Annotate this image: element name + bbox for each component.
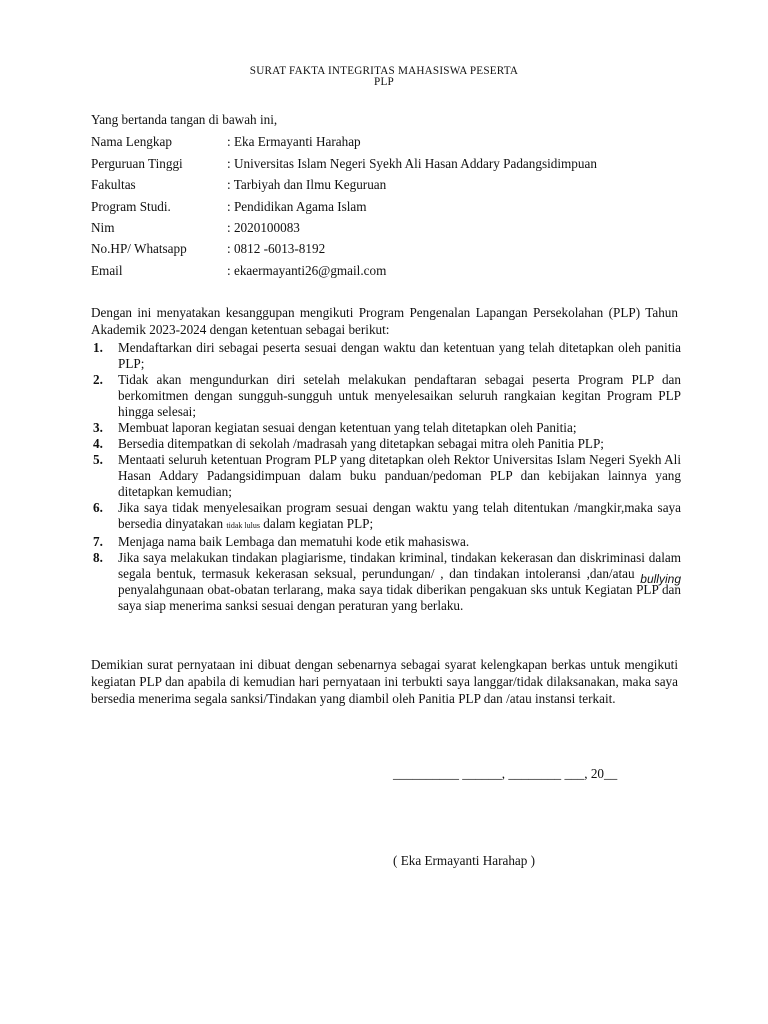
list-text-part: dalam kegiatan PLP;: [259, 516, 374, 531]
identity-value: : Universitas Islam Negeri Syekh Ali Hasan Addary Padangsidimpuan: [227, 156, 597, 171]
list-number: 5.: [93, 452, 103, 467]
list-number: 4.: [93, 436, 103, 451]
list-item: [91, 500, 681, 534]
identity-value: : Tarbiyah dan Ilmu Keguruan: [227, 177, 387, 192]
list-text: Bersedia ditempatkan di sekolah /madrasah yang ditetapkan sebagai mitra oleh Panitia PLP;: [118, 436, 604, 451]
document-title: [0, 66, 768, 88]
identity-label: Fakultas: [91, 177, 136, 192]
identity-label: Program Studi.: [91, 199, 171, 214]
list-text-part: Jika saya melakukan tindakan plagiarisme, tindakan kriminal, tindakan kekerasan dan diskriminasi dalam segala bentuk, termasuk kekerasan seksual, perundungan/ , dan tindakan intoleransi ,dan/atau: [118, 550, 681, 581]
list-text: [118, 500, 681, 534]
list-number: 6.: [93, 500, 103, 515]
terms-list: [91, 340, 681, 614]
list-item: [91, 436, 681, 452]
list-item: [91, 534, 681, 550]
signature-name: ( Eka Ermayanti Harahap ): [393, 853, 536, 868]
identity-label: Perguruan Tinggi: [91, 156, 183, 171]
list-number: 7.: [93, 534, 103, 549]
list-number: 3.: [93, 420, 103, 435]
identity-label: Nama Lengkap: [91, 134, 172, 149]
closing-paragraph: Demikian surat pernyataan ini dibuat dengan sebenarnya sebagai syarat kelengkapan berkas untuk mengikuti kegiatan PLP dan apabila di kemudian hari pernyataan ini terbukti saya langgar/tidak dilaksanakan, maka saya bersedia menerima segala sanksi/Tindakan yang diambil oleh Panitia PLP dan /atau instansi terkait.: [91, 657, 678, 706]
identity-value: : Eka Ermayanti Harahap: [227, 134, 361, 149]
list-text: [118, 550, 681, 614]
list-text: Membuat laporan kegiatan sesuai dengan ketentuan yang telah ditetapkan oleh Panitia;: [118, 420, 577, 435]
list-item: [91, 550, 681, 614]
list-number: 8.: [93, 550, 103, 565]
title-line-1: SURAT FAKTA INTEGRITAS MAHASISWA PESERTA: [249, 65, 519, 77]
title-line-2: PLP: [374, 76, 394, 88]
list-text: Menjaga nama baik Lembaga dan mematuhi kode etik mahasiswa.: [118, 534, 470, 549]
identity-value: : ekaermayanti26@gmail.com: [227, 263, 387, 278]
list-text-part: Jika saya tidak menyelesaikan program sesuai dengan waktu yang telah ditentukan /mangkir,maka saya bersedia dinyatakan: [118, 500, 681, 531]
list-item: [91, 340, 681, 372]
list-item: [91, 452, 681, 500]
list-item: [91, 372, 681, 420]
statement-paragraph: Dengan ini menyatakan kesanggupan mengikuti Program Pengenalan Lapangan Persekolahan (PLP) Tahun Akademik 2023-2024 dengan ketentuan sebagai berikut:: [91, 305, 678, 337]
identity-value: : 2020100083: [227, 220, 300, 235]
list-number: 2.: [93, 372, 103, 387]
identity-value: : 0812 -6013-8192: [227, 241, 326, 256]
list-text: Mentaati seluruh ketentuan Program PLP yang ditetapkan oleh Rektor Universitas Islam Negeri Syekh Ali Hasan Addary Padangsidimpuan dalam buku panduan/pedoman PLP dan kebijakan lainnya yang ditetapkan kemudian;: [118, 452, 681, 499]
identity-value: : Pendidikan Agama Islam: [227, 199, 367, 214]
list-text-part: penyalahgunaan obat-obatan terlarang, maka saya tidak diberikan pengakuan sks untuk Kegiatan PLP dan saya siap menerima sanksi sesuai dengan peraturan yang berlaku.: [118, 582, 681, 613]
list-number: 1.: [93, 340, 103, 355]
identity-label: Email: [91, 263, 123, 278]
list-item: [91, 420, 681, 436]
list-text: Tidak akan mengundurkan diri setelah melakukan pendaftaran sebagai peserta Program PLP dan berkomitmen dengan sungguh-sungguh untuk menyelesaikan seluruh rangkaian kegitan Program PLP hingga selesai;: [118, 372, 681, 419]
intro-text: Yang bertanda tangan di bawah ini,: [91, 112, 278, 127]
identity-label: No.HP/ Whatsapp: [91, 241, 187, 256]
identity-label: Nim: [91, 220, 115, 235]
list-text-bullying: bullying: [640, 572, 681, 586]
list-text-small: tidak lulus: [226, 521, 260, 530]
list-text: Mendaftarkan diri sebagai peserta sesuai dengan waktu dan ketentuan yang telah ditetapkan oleh panitia PLP;: [118, 340, 681, 371]
signature-date-line: __________ ______, ________ ___, 20__: [393, 766, 618, 781]
